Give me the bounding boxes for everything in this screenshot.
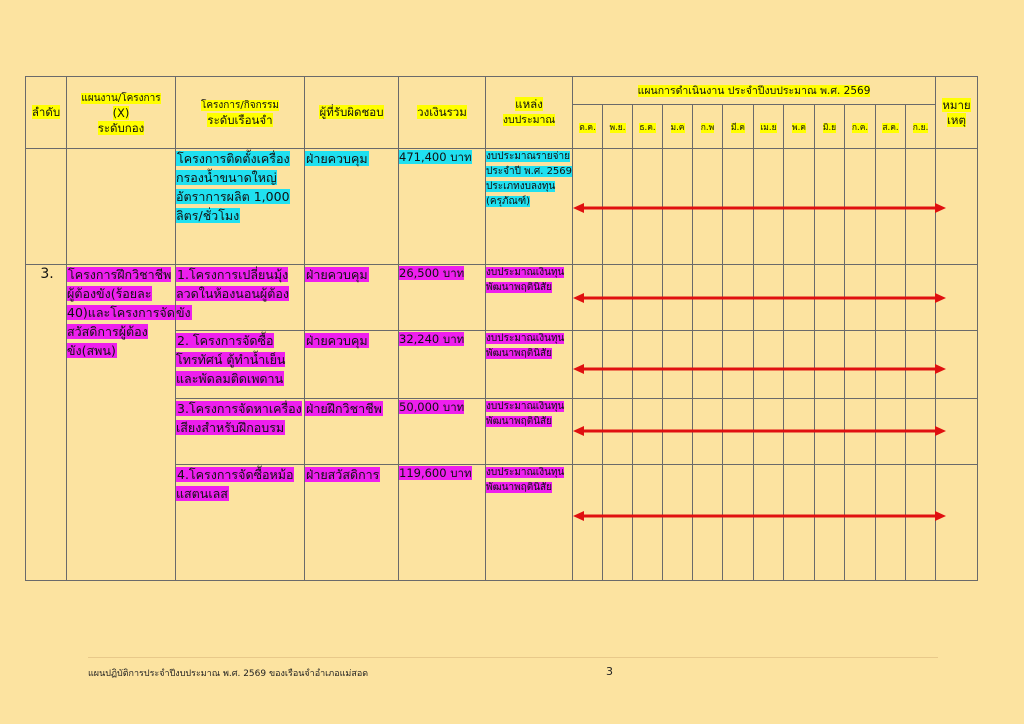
schedule-arrow-row-3 <box>573 363 946 375</box>
project-cell: 1.โครงการเปลี่ยนมุ้งลวดในห้องนอนผู้ต้องขัง <box>176 265 305 331</box>
month-aug: ส.ค. <box>876 105 906 149</box>
responsible-cell: ฝ่ายควบคุม <box>305 149 399 265</box>
month-sep: ก.ย. <box>906 105 936 149</box>
project-cell: 2. โครงการจัดซื้อโทรทัศน์ ตู้ทำน้ำเย็นและพัดลมติดเพดาน <box>176 331 305 399</box>
month-apr: เม.ย <box>754 105 784 149</box>
month-dec: ธ.ค. <box>633 105 663 149</box>
responsible-cell: ฝ่ายสวัสดิการ <box>305 465 399 581</box>
month-oct: ต.ค. <box>573 105 603 149</box>
month-feb: ก.พ <box>693 105 723 149</box>
group-number: 3. <box>26 265 67 581</box>
source-cell: งบประมาณเงินทุนพัฒนาพฤตินิสัย <box>486 399 573 465</box>
source-cell: งบประมาณรายจ่ายประจำปี พ.ศ. 2569 ประเภทงบลงทุน (ครุภัณฑ์) <box>486 149 573 265</box>
header-project: โครงการ/กิจกรรม ระดับเรือนจำ <box>176 77 305 149</box>
budget-cell: 32,240 บาท <box>399 331 486 399</box>
header-schedule: แผนการดำเนินงาน ประจำปีงบประมาณ พ.ศ. 2569 <box>573 77 936 105</box>
schedule-arrow-row-4 <box>573 425 946 437</box>
project-cell: 4.โครงการจัดซื้อหม้อแสตนเลส <box>176 465 305 581</box>
page-number: 3 <box>606 665 613 678</box>
responsible-cell: ฝ่ายควบคุม <box>305 331 399 399</box>
header-budget: วงเงินรวม <box>399 77 486 149</box>
source-cell: งบประมาณเงินทุนพัฒนาพฤตินิสัย <box>486 265 573 331</box>
schedule-arrow-row-2 <box>573 292 946 304</box>
project-cell: โครงการติดตั้งเครื่องกรองน้ำขนาดใหญ่ อัตราการผลิต 1,000 ลิตร/ชั่วโมง <box>176 149 305 265</box>
responsible-cell: ฝ่ายฝึกวิชาชีพ <box>305 399 399 465</box>
month-jun: มิ.ย <box>815 105 845 149</box>
budget-cell: 26,500 บาท <box>399 265 486 331</box>
header-source: แหล่ง งบประมาณ <box>486 77 573 149</box>
month-mar: มี.ค <box>723 105 754 149</box>
header-remark: หมาย เหตุ <box>936 77 978 149</box>
responsible-cell: ฝ่ายควบคุม <box>305 265 399 331</box>
budget-cell: 50,000 บาท <box>399 399 486 465</box>
footer-divider <box>88 657 938 658</box>
schedule-arrow-row-1 <box>573 202 946 214</box>
budget-cell: 119,600 บาท <box>399 465 486 581</box>
header-responsible: ผู้ที่รับผิดชอบ <box>305 77 399 149</box>
month-nov: พ.ย. <box>603 105 633 149</box>
month-jan: ม.ค <box>663 105 693 149</box>
budget-cell: 471,400 บาท <box>399 149 486 265</box>
header-plan: แผนงาน/โครงการ (X) ระดับกอง <box>67 77 176 149</box>
month-jul: ก.ค. <box>845 105 876 149</box>
schedule-arrow-row-5 <box>573 510 946 522</box>
action-plan-table <box>25 76 978 581</box>
header-seq: ลำดับ <box>26 77 67 149</box>
project-cell: 3.โครงการจัดหาเครื่องเสียงสำหรับฝึกอบรม <box>176 399 305 465</box>
source-cell: งบประมาณเงินทุนพัฒนาพฤตินิสัย <box>486 331 573 399</box>
group-plan: โครงการฝึกวิชาชีพผู้ต้องขัง(ร้อยละ 40)และโครงการจัดสวัสดิการผู้ต้องขัง(สพน) <box>67 265 176 581</box>
source-cell: งบประมาณเงินทุนพัฒนาพฤตินิสัย <box>486 465 573 581</box>
footer-note: แผนปฏิบัติการประจำปีงบประมาณ พ.ศ. 2569 ของเรือนจำอำเภอแม่สอด <box>88 669 369 679</box>
month-may: พ.ค <box>784 105 815 149</box>
